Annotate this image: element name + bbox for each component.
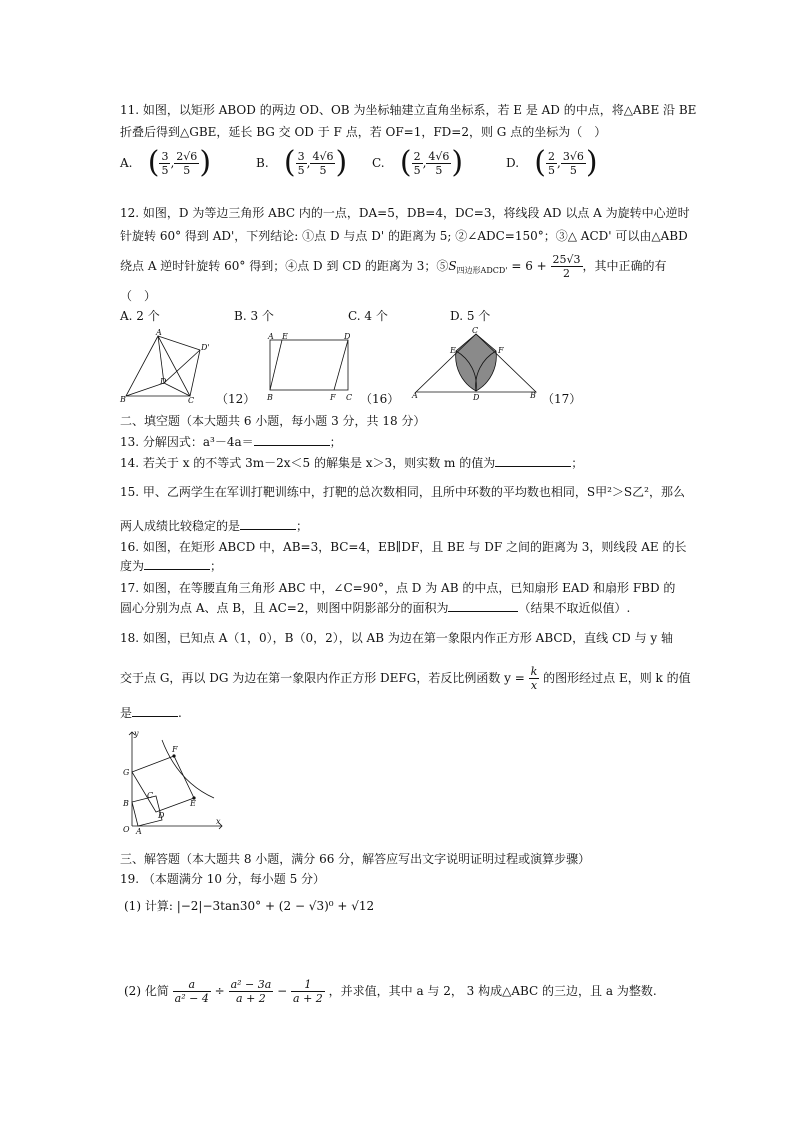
operator: − — [277, 984, 288, 998]
fraction: $\frac{3}{5}$ — [161, 149, 169, 177]
q11-option-c[interactable]: C. ( $\frac{2}{5}$ , $\frac{4√6}{5}$ ) — [372, 145, 464, 180]
q13 — [120, 434, 342, 450]
q11-option-a[interactable]: A. ( $\frac{3}{5}$ , $\frac{2√6}{5}$ ) — [120, 145, 212, 180]
q12-option-a[interactable]: A. 2 个 — [120, 309, 160, 323]
figure-16 — [262, 330, 354, 402]
answer-blank[interactable] — [132, 716, 178, 717]
fig16-label: E — [282, 332, 288, 341]
operator: ÷ — [214, 984, 225, 998]
figure-12 — [116, 328, 216, 404]
q19-part1-label: (1) 计算: — [124, 899, 173, 913]
q14 — [120, 455, 583, 471]
fig12-label: D — [160, 377, 167, 386]
q12-line3 — [120, 252, 667, 285]
fig18-label: G — [123, 768, 130, 777]
option-label: A. — [120, 156, 133, 170]
q12-line2: 针旋转 60° 得到 AD'，下列结论: ①点 D 与点 D' 的距离为 5; ②∠ADC=150°；③△ ACD' 可以由△ABD — [120, 229, 688, 243]
fig16-caption: （16） — [360, 392, 400, 406]
fig16-label: D — [344, 332, 351, 341]
fig17-label: C — [472, 326, 479, 335]
fig18-label: F — [172, 745, 178, 754]
q12-line4: （ ） — [120, 289, 157, 303]
q12-equation: = 6 + — [511, 259, 547, 273]
q14-text: 14. 若关于 x 的不等式 3m－2x＜5 的解集是 x＞3，则实数 m 的值为 — [120, 456, 496, 470]
q19-part2 — [124, 976, 657, 1006]
area-subscript: 四边形ADCD' — [456, 266, 508, 275]
q18-line3-text: 是 — [120, 706, 133, 720]
fig16-label: C — [346, 393, 353, 402]
fraction: $\frac{3}{5}$ — [297, 149, 305, 177]
q17-line2 — [120, 600, 630, 616]
fig16-label: B — [267, 393, 273, 402]
option-label: D. — [506, 156, 520, 170]
fig17-label: E — [450, 346, 456, 355]
q19-part1 — [124, 898, 374, 914]
fig17-label: F — [498, 346, 504, 355]
q15-line1: 15. 甲、乙两学生在军训打靶训练中，打靶的总次数相同，且所中环数的平均数也相同，S甲²＞S乙²，那么 — [120, 485, 685, 499]
q18-line2-tail: 的图形经过点 E，则 k 的值 — [543, 671, 691, 685]
section-2-heading: 二、填空题（本大题共 6 小题，每小题 3 分，共 18 分） — [120, 414, 426, 428]
q17-tail: （结果不取近似值）. — [518, 601, 631, 615]
fig12-label: B — [120, 395, 126, 404]
q12-option-c[interactable]: C. 4 个 — [348, 309, 388, 323]
q19-part2-label: (2) 化简 — [124, 984, 169, 998]
q11-line1: 11. 如图，以矩形 ABOD 的两边 OD、OB 为坐标轴建立直角坐标系，若 E 是 AD 的中点，将△ABE 沿 BE — [120, 103, 697, 117]
q18-tail: . — [178, 706, 182, 720]
q18-line2 — [120, 664, 691, 692]
q19-part1-expression: |−2|−3tan30° + (2 − √3)⁰ + √12 — [176, 899, 375, 913]
fraction: $\frac{3√6}{5}$ — [562, 149, 584, 177]
q19-title: 19. （本题满分 10 分，每小题 5 分） — [120, 872, 326, 886]
fig17-label: A — [412, 391, 418, 400]
fig12-label: A — [156, 328, 162, 337]
fig12-label: D' — [201, 343, 210, 352]
q12-line3-tail: ，其中正确的有 — [582, 259, 667, 273]
q14-tail: ； — [571, 456, 584, 470]
q16-tail: ； — [210, 559, 223, 573]
q17-line2-text: 圆心分别为点 A、点 B，且 AC=2，则图中阴影部分的面积为 — [120, 601, 449, 615]
q15-line2 — [120, 518, 308, 534]
q12-fraction: $\frac{25√3}{2}$ — [552, 253, 581, 280]
fig12-label: C — [188, 396, 195, 404]
q16-line2-text: 度为 — [120, 559, 145, 573]
q13-text: 13. 分解因式：a³－4a＝ — [120, 435, 254, 449]
q11-option-d[interactable]: D. ( $\frac{2}{5}$ , $\frac{3√6}{5}$ ) — [506, 145, 598, 180]
fig18-label: y — [134, 729, 139, 738]
answer-blank[interactable] — [144, 569, 210, 570]
q11-line2: 折叠后得到△GBE，延长 BG 交 OD 于 F 点，若 OF=1，FD=2，则 G 点的坐标为（ ） — [120, 125, 607, 139]
point-f — [172, 754, 175, 757]
q15-line2-text: 两人成绩比较稳定的是 — [120, 519, 241, 533]
fraction: $\frac{1}{a + 2}$ — [293, 978, 323, 1005]
fraction: $\frac{4√6}{5}$ — [312, 149, 334, 177]
q12-option-d[interactable]: D. 5 个 — [450, 309, 491, 323]
q12-line1: 12. 如图，D 为等边三角形 ABC 内的一点，DA=5，DB=4，DC=3，将线段 AD 以点 A 为旋转中心逆时 — [120, 206, 690, 220]
q11-option-b[interactable]: B. ( $\frac{3}{5}$ , $\frac{4√6}{5}$ ) — [256, 145, 348, 180]
q18-line3 — [120, 705, 182, 721]
fraction: $\frac{2}{5}$ — [548, 149, 555, 177]
fig16-label: F — [330, 393, 336, 402]
fraction: $\frac{2}{5}$ — [413, 149, 421, 177]
q12-option-b[interactable]: B. 3 个 — [234, 309, 274, 323]
area-symbol: S — [448, 259, 457, 273]
q17-line1: 17. 如图，在等腰直角三角形 ABC 中，∠C=90°，点 D 为 AB 的中点，已知扇形 EAD 和扇形 FBD 的 — [120, 581, 676, 595]
fig12-caption: （12） — [216, 392, 256, 406]
option-label: B. — [256, 156, 269, 170]
option-label: C. — [372, 156, 385, 170]
answer-blank[interactable] — [254, 445, 330, 446]
q18-line2-text: 交于点 G，再以 DG 为边在第一象限内作正方形 DEFG，若反比例函数 y = — [120, 671, 525, 685]
section-3-heading: 三、解答题（本大题共 8 小题，满分 66 分，解答应写出文字说明证明过程或演算步骤） — [120, 852, 591, 866]
answer-blank[interactable] — [495, 466, 571, 467]
fig17-label: B — [530, 391, 536, 400]
fig17-label: D — [473, 393, 480, 402]
fraction: $\frac{4√6}{5}$ — [428, 149, 450, 177]
fig18-label: C — [147, 791, 154, 800]
q19-part2-tail: ，并求值，其中 a 与 2， 3 构成△ABC 的三边，且 a 为整数. — [328, 984, 657, 998]
q12-line3-text: 绕点 A 逆时针旋转 60° 得到；④点 D 到 CD 的距离为 3；⑤ — [120, 259, 449, 273]
answer-blank[interactable] — [448, 611, 518, 612]
q13-tail: ； — [329, 435, 342, 449]
fig18-label: E — [190, 799, 196, 808]
q18-fraction: $\frac{k}{x}$ — [530, 665, 538, 692]
fraction: $\frac{a}{\text{a² − 4}}$ — [174, 978, 209, 1005]
fraction: $\frac{2√6}{5}$ — [176, 149, 198, 177]
q15-tail: ； — [296, 519, 309, 533]
fraction: $\frac{\text{a² − 3a}}{a + 2}$ — [230, 978, 272, 1005]
fig18-label: D — [158, 811, 165, 820]
q18-line1: 18. 如图，已知点 A（1，0），B（0，2），以 AB 为边在第一象限内作正方形 ABCD，直线 CD 与 y 轴 — [120, 631, 674, 645]
fig18-label: A — [136, 827, 142, 836]
fig18-label: O — [123, 825, 130, 834]
fig16-label: A — [268, 332, 274, 341]
figure-17 — [408, 326, 540, 402]
q16-line2 — [120, 558, 222, 574]
figure-18 — [118, 726, 226, 838]
q16-line1: 16. 如图，在矩形 ABCD 中，AB=3，BC=4，EB∥DF，且 BE 与 DF 之间的距离为 3，则线段 AE 的长 — [120, 540, 687, 554]
fig18-label: x — [216, 817, 221, 826]
answer-blank[interactable] — [240, 529, 296, 530]
fig18-label: B — [123, 799, 129, 808]
fig17-caption: （17） — [542, 392, 582, 406]
